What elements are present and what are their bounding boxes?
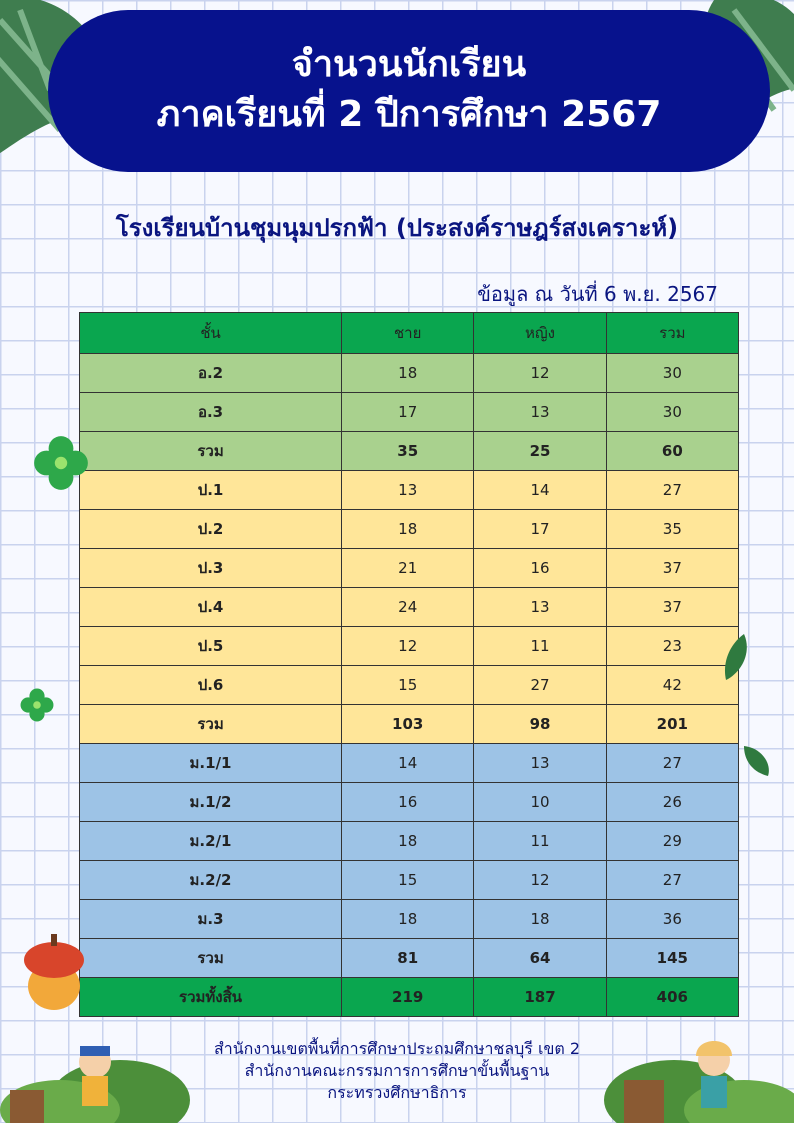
female-cell: 12 (474, 354, 606, 393)
grade-cell: ป.1 (80, 471, 342, 510)
female-cell: 11 (474, 627, 606, 666)
total-cell: 30 (606, 393, 738, 432)
total-cell: 27 (606, 471, 738, 510)
total-cell: 201 (606, 705, 738, 744)
table-row (80, 588, 739, 627)
table-row (80, 627, 739, 666)
as-of-date: ข้อมูล ณ วันที่ 6 พ.ย. 2567 (477, 282, 718, 306)
male-cell: 15 (342, 666, 474, 705)
grade-cell: ป.3 (80, 549, 342, 588)
footer-line-1: สำนักงานเขตพื้นที่การศึกษาประถมศึกษาชลบุรี เขต 2 (213, 1039, 581, 1058)
table-row (80, 822, 739, 861)
male-cell: 15 (342, 861, 474, 900)
table-header-row (80, 313, 739, 354)
male-cell: 24 (342, 588, 474, 627)
female-cell: 12 (474, 861, 606, 900)
male-cell: 18 (342, 510, 474, 549)
header-grade: ชั้น (80, 313, 342, 354)
header-total: รวม (606, 313, 738, 354)
student-count-table (79, 312, 739, 1017)
grade-cell: ป.2 (80, 510, 342, 549)
header-female: หญิง (474, 313, 606, 354)
male-cell: 219 (342, 978, 474, 1017)
table-row (80, 861, 739, 900)
grade-cell: ป.4 (80, 588, 342, 627)
male-cell: 17 (342, 393, 474, 432)
title-banner (48, 10, 770, 172)
grade-cell: ม.1/2 (80, 783, 342, 822)
male-cell: 18 (342, 354, 474, 393)
female-cell: 10 (474, 783, 606, 822)
female-cell: 11 (474, 822, 606, 861)
male-cell: 13 (342, 471, 474, 510)
subtotal-row (80, 705, 739, 744)
female-cell: 16 (474, 549, 606, 588)
clover-icon (18, 686, 56, 724)
grade-cell: อ.2 (80, 354, 342, 393)
male-cell: 21 (342, 549, 474, 588)
grade-cell: รวม (80, 705, 342, 744)
female-cell: 13 (474, 393, 606, 432)
grade-cell: อ.3 (80, 393, 342, 432)
footer-line-3: กระทรวงศึกษาธิการ (327, 1083, 467, 1102)
grade-cell: ป.6 (80, 666, 342, 705)
leaf-icon (742, 744, 772, 778)
grand-total-row (80, 978, 739, 1017)
clover-icon (30, 432, 92, 494)
total-cell: 36 (606, 900, 738, 939)
total-cell: 23 (606, 627, 738, 666)
female-cell: 64 (474, 939, 606, 978)
male-cell: 18 (342, 822, 474, 861)
subtotal-row (80, 939, 739, 978)
total-cell: 42 (606, 666, 738, 705)
grade-cell: ม.3 (80, 900, 342, 939)
total-cell: 29 (606, 822, 738, 861)
table-row (80, 510, 739, 549)
grade-cell: รวม (80, 939, 342, 978)
title-line-1: จำนวนนักเรียน (291, 44, 527, 85)
total-cell: 145 (606, 939, 738, 978)
total-cell: 27 (606, 744, 738, 783)
total-cell: 30 (606, 354, 738, 393)
male-cell: 35 (342, 432, 474, 471)
grade-cell: รวมทั้งสิ้น (80, 978, 342, 1017)
grade-cell: ป.5 (80, 627, 342, 666)
header-male: ชาย (342, 313, 474, 354)
total-cell: 26 (606, 783, 738, 822)
total-cell: 406 (606, 978, 738, 1017)
male-cell: 14 (342, 744, 474, 783)
total-cell: 35 (606, 510, 738, 549)
female-cell: 18 (474, 900, 606, 939)
female-cell: 13 (474, 744, 606, 783)
school-name: โรงเรียนบ้านชุมนุมปรกฟ้า (ประสงค์ราษฎร์สงเคราะห์) (115, 214, 679, 242)
grade-cell: ม.1/1 (80, 744, 342, 783)
title-line-2: ภาคเรียนที่ 2 ปีการศึกษา 2567 (156, 94, 662, 135)
grade-cell: ม.2/2 (80, 861, 342, 900)
grade-cell: รวม (80, 432, 342, 471)
female-cell: 25 (474, 432, 606, 471)
table-row (80, 783, 739, 822)
total-cell: 37 (606, 588, 738, 627)
male-cell: 12 (342, 627, 474, 666)
total-cell: 27 (606, 861, 738, 900)
table-row (80, 900, 739, 939)
total-cell: 60 (606, 432, 738, 471)
grade-cell: ม.2/1 (80, 822, 342, 861)
female-cell: 98 (474, 705, 606, 744)
footer (0, 1038, 794, 1104)
subtotal-row (80, 432, 739, 471)
table-row (80, 744, 739, 783)
leaf-icon (722, 632, 750, 682)
female-cell: 187 (474, 978, 606, 1017)
male-cell: 103 (342, 705, 474, 744)
table-row (80, 393, 739, 432)
acorn-icon (22, 930, 86, 1012)
male-cell: 81 (342, 939, 474, 978)
table-row (80, 471, 739, 510)
female-cell: 27 (474, 666, 606, 705)
table-row (80, 549, 739, 588)
male-cell: 18 (342, 900, 474, 939)
female-cell: 13 (474, 588, 606, 627)
female-cell: 17 (474, 510, 606, 549)
table-row (80, 666, 739, 705)
table-row (80, 354, 739, 393)
male-cell: 16 (342, 783, 474, 822)
total-cell: 37 (606, 549, 738, 588)
footer-line-2: สำนักงานคณะกรรมการการศึกษาขั้นพื้นฐาน (244, 1061, 550, 1080)
female-cell: 14 (474, 471, 606, 510)
